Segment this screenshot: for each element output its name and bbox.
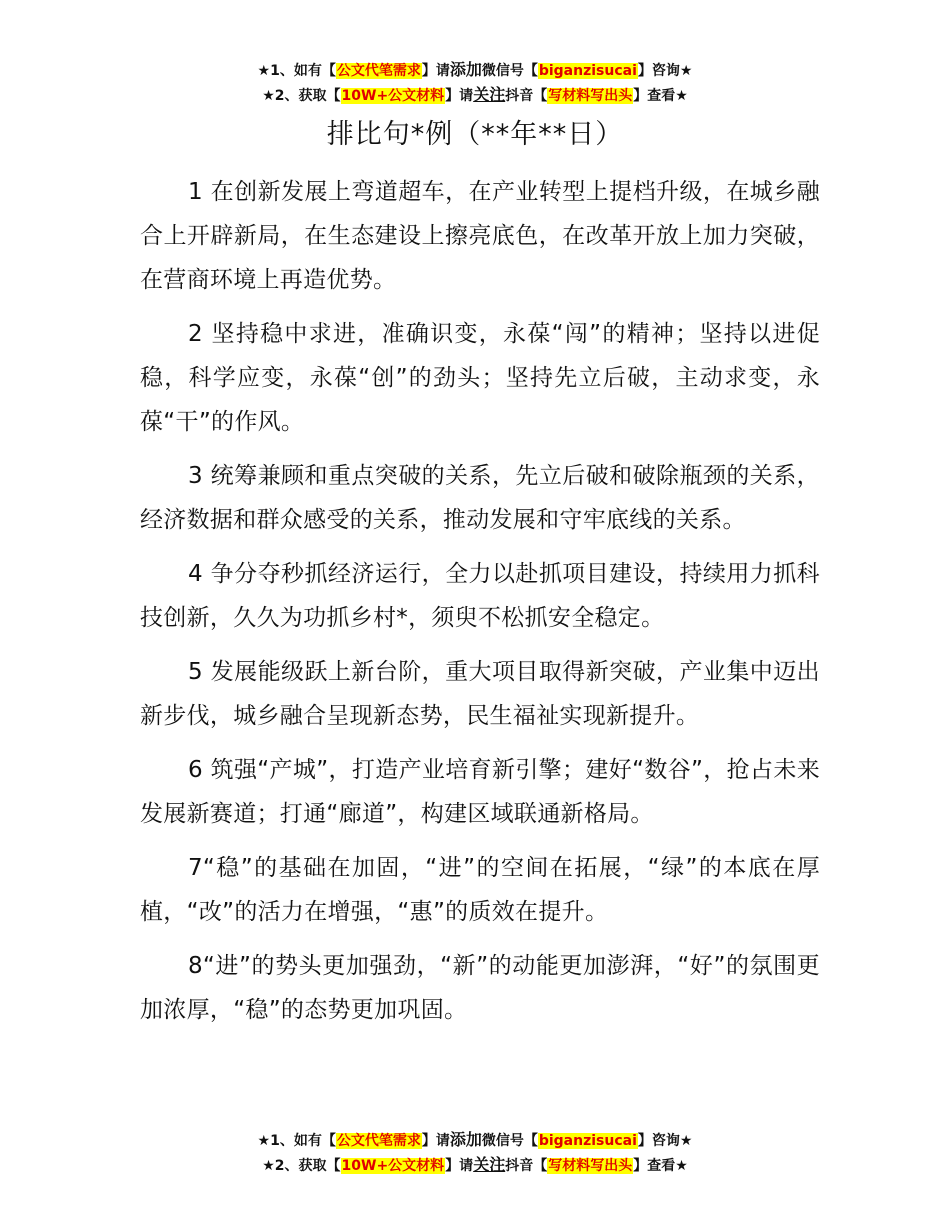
document-title: 排比句*例（**年**日）: [326, 119, 624, 150]
promo-text: 】请: [445, 88, 474, 104]
promo-emphasis: 关注: [473, 1155, 506, 1174]
promo-text: 】咨询★: [637, 1133, 693, 1149]
paragraph-1: 1 在创新发展上弯道超车，在产业转型上提档升级，在城乡融合上开辟新局，在生态建设上擦亮底色，在改革开放上加力突破，在营商环境上再造优势。: [140, 179, 820, 293]
promo-emphasis: 关注: [473, 85, 506, 104]
promo-line-1: [0, 1128, 950, 1153]
promo-text: 微信号【: [481, 1133, 538, 1149]
promo-text: 抖音【: [505, 1158, 548, 1174]
promo-line-2: [0, 83, 950, 108]
promo-text: 】咨询★: [637, 63, 693, 79]
promo-text: 抖音【: [505, 88, 548, 104]
paragraph-2: 2 坚持稳中求进，准确识变，永葆“闯”的精神；坚持以进促稳，科学应变，永葆“创”的劲头；坚持先立后破，主动求变，永葆“干”的作风。: [140, 321, 820, 435]
promo-emphasis: 添加: [449, 60, 482, 79]
document-body: [140, 170, 820, 1042]
promo-text: 微信号【: [481, 63, 538, 79]
promo-text: ★1、如有【: [257, 63, 336, 79]
promo-highlight: 公文代笔需求: [336, 63, 421, 79]
promo-line-2: [0, 1153, 950, 1178]
promo-text: ★1、如有【: [257, 1133, 336, 1149]
promo-emphasis: 添加: [449, 1130, 482, 1149]
paragraph-4: 4 争分夺秒抓经济运行，全力以赴抓项目建设，持续用力抓科技创新，久久为功抓乡村*，须臾不松抓安全稳定。: [140, 561, 820, 631]
promo-text: 】查看★: [633, 1158, 688, 1174]
promo-wechat-id: biganzisucai: [538, 63, 637, 79]
promo-text: ★2、获取【: [262, 88, 341, 104]
promo-text: 】查看★: [633, 88, 688, 104]
paragraph-3: 3 统筹兼顾和重点突破的关系，先立后破和破除瓶颈的关系，经济数据和群众感受的关系，推动发展和守牢底线的关系。: [140, 463, 820, 533]
promo-highlight: 公文代笔需求: [336, 1133, 421, 1149]
promo-text: 】请: [421, 1133, 450, 1149]
footer-promo-banner: [0, 1128, 950, 1178]
promo-highlight: 10W+公文材料: [341, 1158, 445, 1174]
promo-highlight: 10W+公文材料: [341, 88, 445, 104]
paragraph-7: 7“稳”的基础在加固，“进”的空间在拓展，“绿”的本底在厚植，“改”的活力在增强，“惠”的质效在提升。: [140, 855, 820, 925]
paragraph-5: 5 发展能级跃上新台阶，重大项目取得新突破，产业集中迈出新步伐，城乡融合呈现新态势，民生福祉实现新提升。: [140, 659, 820, 729]
paragraph-8: 8“进”的势头更加强劲，“新”的动能更加澎湃，“好”的氛围更加浓厚，“稳”的态势更加巩固。: [140, 953, 820, 1023]
promo-wechat-id: biganzisucai: [538, 1133, 637, 1149]
paragraph-6: 6 筑强“产城”，打造产业培育新引擎；建好“数谷”，抢占未来发展新赛道；打通“廊道”，构建区域联通新格局。: [140, 757, 820, 827]
promo-douyin-id: 写材料写出头: [548, 88, 633, 104]
promo-line-1: [0, 58, 950, 83]
promo-douyin-id: 写材料写出头: [548, 1158, 633, 1174]
promo-text: ★2、获取【: [262, 1158, 341, 1174]
promo-text: 】请: [445, 1158, 474, 1174]
promo-text: 】请: [421, 63, 450, 79]
header-promo-banner: [0, 58, 950, 108]
